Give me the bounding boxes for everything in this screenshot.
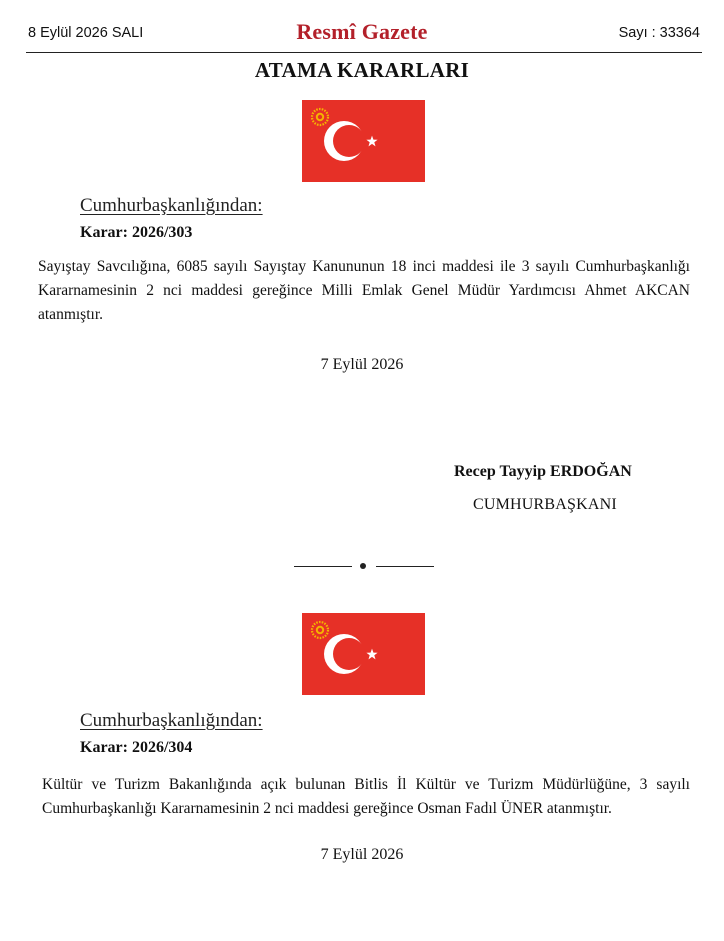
turkish-flag-icon bbox=[302, 100, 425, 182]
decision-text: Kültür ve Turizm Bakanlığında açık bulunan Bitlis İl Kültür ve Turizm Müdürlüğüne, 3 sayılı Cumhurbaşkanlığı Kararnamesinin 2 nci maddesi gereğince Osman Fadıl ÜNER atanmıştır. bbox=[42, 776, 690, 817]
issuer-heading: Cumhurbaşkanlığından: bbox=[80, 710, 263, 731]
separator-dot bbox=[360, 563, 366, 569]
decision-date: 7 Eylül 2026 bbox=[320, 846, 404, 863]
signer-name: Recep Tayyip ERDOĞAN bbox=[454, 463, 632, 480]
header-divider bbox=[26, 52, 702, 53]
turkish-flag-icon bbox=[302, 613, 425, 695]
header-date: 8 Eylül 2026 SALI bbox=[28, 25, 144, 41]
section-separator bbox=[294, 559, 434, 573]
decision-text: Sayıştay Savcılığına, 6085 sayılı Sayıştay Kanununun 18 inci maddesi ile 3 sayılı Cumhurbaşkanlığı Kararnamesinin 2 nci maddesi gereğince Milli Emlak Genel Müdür Yardımcısı Ahmet AKCAN atanmıştır. bbox=[38, 258, 690, 323]
masthead-title: Resmî Gazete bbox=[296, 19, 428, 44]
section-title: ATAMA KARARLARI bbox=[254, 58, 470, 82]
issue-number: Sayı : 33364 bbox=[618, 25, 700, 41]
separator-line-left bbox=[294, 566, 352, 567]
decision-date: 7 Eylül 2026 bbox=[320, 356, 404, 373]
decision-number: Karar: 2026/304 bbox=[80, 739, 193, 756]
issuer-heading: Cumhurbaşkanlığından: bbox=[80, 195, 263, 216]
separator-line-right bbox=[376, 566, 434, 567]
decision-number: Karar: 2026/303 bbox=[80, 224, 193, 241]
signer-title: CUMHURBAŞKANI bbox=[473, 496, 617, 513]
